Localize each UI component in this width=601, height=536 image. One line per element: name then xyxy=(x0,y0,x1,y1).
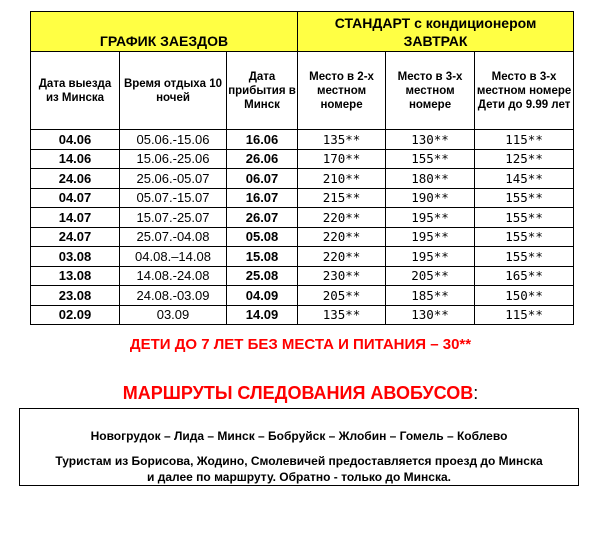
schedule-title-text: ГРАФИК ЗАЕЗДОВ xyxy=(99,33,229,49)
col-header-double: Место в 2-х местном номере xyxy=(298,52,386,130)
price-triple-kids-cell: 155** xyxy=(475,247,574,267)
table-row xyxy=(31,266,574,286)
rest-period-cell: 15.07.-25.07 xyxy=(120,208,227,228)
table-row xyxy=(31,130,574,150)
rest-period-cell: 24.08.-03.09 xyxy=(120,286,227,306)
package-title xyxy=(298,12,574,52)
col-header-triple-kids: Место в 3-х местном номере Дети до 9.99 лет xyxy=(475,52,574,130)
schedule-title xyxy=(31,12,298,52)
rest-period-cell: 03.09 xyxy=(120,305,227,325)
price-triple-kids-cell: 155** xyxy=(475,188,574,208)
arrive-date-cell: 14.09 xyxy=(227,305,298,325)
price-double-cell: 220** xyxy=(298,247,386,267)
price-double-cell: 230** xyxy=(298,266,386,286)
routes-heading xyxy=(0,383,601,404)
table-row xyxy=(31,286,574,306)
price-double-cell: 170** xyxy=(298,149,386,169)
col-header-depart: Дата выезда из Минска xyxy=(31,52,120,130)
routes-heading-text: МАРШРУТЫ СЛЕДОВАНИЯ АВОБУСОВ xyxy=(122,383,474,403)
rest-period-cell: 15.06.-25.06 xyxy=(120,149,227,169)
depart-date-cell: 23.08 xyxy=(31,286,120,306)
price-triple-kids-cell: 150** xyxy=(475,286,574,306)
price-triple-cell: 205** xyxy=(386,266,475,286)
rest-period-cell: 25.06.-05.07 xyxy=(120,169,227,189)
schedule-table xyxy=(30,11,574,325)
depart-date-cell: 13.08 xyxy=(31,266,120,286)
rest-period-cell: 14.08.-24.08 xyxy=(120,266,227,286)
depart-date-cell: 04.06 xyxy=(31,130,120,150)
depart-date-cell: 14.07 xyxy=(31,208,120,228)
price-double-cell: 220** xyxy=(298,208,386,228)
route-note-line1: Туристам из Борисова, Жодино, Смолевичей предоставляется проезд до Минска xyxy=(55,454,543,468)
price-triple-cell: 180** xyxy=(386,169,475,189)
col-header-triple: Место в 3-х местном номере xyxy=(386,52,475,130)
price-triple-cell: 130** xyxy=(386,130,475,150)
arrive-date-cell: 15.08 xyxy=(227,247,298,267)
children-notice: ДЕТИ ДО 7 ЛЕТ БЕЗ МЕСТА И ПИТАНИЯ – 30** xyxy=(129,336,472,353)
depart-date-cell: 24.06 xyxy=(31,169,120,189)
table-row xyxy=(31,188,574,208)
table-row xyxy=(31,227,574,247)
arrive-date-cell: 06.07 xyxy=(227,169,298,189)
depart-date-cell: 04.07 xyxy=(31,188,120,208)
package-title-line2: ЗАВТРАК xyxy=(403,32,468,49)
depart-date-cell: 14.06 xyxy=(31,149,120,169)
route-line: Новогрудок – Лида – Минск – Бобруйск – Жлобин – Гомель – Коблево xyxy=(90,429,508,443)
price-triple-cell: 195** xyxy=(386,208,475,228)
route-note-line2: и далее по маршруту. Обратно - только до Минска. xyxy=(147,470,451,484)
arrive-date-cell: 16.06 xyxy=(227,130,298,150)
arrive-date-cell: 26.06 xyxy=(227,149,298,169)
price-triple-cell: 190** xyxy=(386,188,475,208)
rest-period-cell: 05.06.-15.06 xyxy=(120,130,227,150)
rest-period-cell: 05.07.-15.07 xyxy=(120,188,227,208)
col-header-arrive: Дата прибытия в Минск xyxy=(227,52,298,130)
rest-period-cell: 25.07.-04.08 xyxy=(120,227,227,247)
table-row xyxy=(31,247,574,267)
table-row xyxy=(31,169,574,189)
price-triple-kids-cell: 155** xyxy=(475,208,574,228)
depart-date-cell: 02.09 xyxy=(31,305,120,325)
price-double-cell: 205** xyxy=(298,286,386,306)
price-double-cell: 220** xyxy=(298,227,386,247)
arrive-date-cell: 16.07 xyxy=(227,188,298,208)
routes-heading-colon: : xyxy=(473,383,479,403)
price-double-cell: 135** xyxy=(298,305,386,325)
price-triple-kids-cell: 115** xyxy=(475,130,574,150)
routes-box xyxy=(19,408,579,486)
arrive-date-cell: 25.08 xyxy=(227,266,298,286)
price-triple-cell: 195** xyxy=(386,247,475,267)
price-double-cell: 210** xyxy=(298,169,386,189)
table-row xyxy=(31,208,574,228)
col-header-period: Время отдыха 10 ночей xyxy=(120,52,227,130)
depart-date-cell: 03.08 xyxy=(31,247,120,267)
price-double-cell: 135** xyxy=(298,130,386,150)
arrive-date-cell: 26.07 xyxy=(227,208,298,228)
arrive-date-cell: 05.08 xyxy=(227,227,298,247)
price-triple-kids-cell: 125** xyxy=(475,149,574,169)
price-triple-cell: 185** xyxy=(386,286,475,306)
price-triple-cell: 195** xyxy=(386,227,475,247)
package-title-line1: СТАНДАРТ с кондиционером xyxy=(334,14,537,31)
price-triple-kids-cell: 155** xyxy=(475,227,574,247)
price-triple-kids-cell: 115** xyxy=(475,305,574,325)
depart-date-cell: 24.07 xyxy=(31,227,120,247)
price-triple-cell: 155** xyxy=(386,149,475,169)
table-row xyxy=(31,305,574,325)
route-note xyxy=(20,453,578,485)
arrive-date-cell: 04.09 xyxy=(227,286,298,306)
price-triple-kids-cell: 165** xyxy=(475,266,574,286)
price-triple-kids-cell: 145** xyxy=(475,169,574,189)
rest-period-cell: 04.08.–14.08 xyxy=(120,247,227,267)
price-double-cell: 215** xyxy=(298,188,386,208)
table-row xyxy=(31,149,574,169)
column-header-row xyxy=(31,52,574,130)
price-triple-cell: 130** xyxy=(386,305,475,325)
